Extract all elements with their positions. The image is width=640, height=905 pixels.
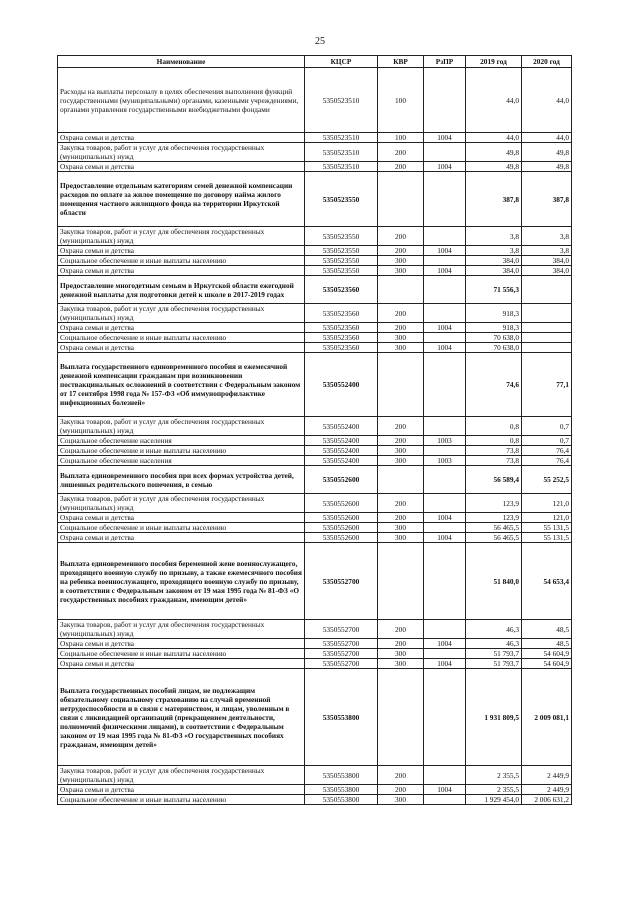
row-value-2019: 49,8 [466,143,522,162]
row-kvr: 300 [378,266,424,276]
row-kcsr: 5350552400 [305,417,378,436]
row-kvr [378,466,424,494]
row-kvr: 200 [378,620,424,639]
row-value-2019: 73,8 [466,446,522,456]
row-rzpr: 1004 [424,323,466,333]
row-name: Охрана семьи и детства [58,513,305,523]
row-kcsr: 5350553800 [305,795,378,805]
header-kcsr: КЦСР [305,56,378,68]
row-value-2019: 918,3 [466,323,522,333]
budget-table [57,55,572,805]
row-value-2020: 387,8 [522,172,572,227]
row-kcsr: 5350553800 [305,766,378,785]
table-row [58,143,572,162]
row-value-2020 [522,343,572,353]
row-value-2020: 121,0 [522,494,572,513]
table-row [58,456,572,466]
row-kvr: 200 [378,639,424,649]
table-row [58,68,572,133]
table-row [58,304,572,323]
table-row [58,323,572,333]
row-value-2020: 3,8 [522,227,572,246]
row-rzpr [424,494,466,513]
row-kcsr: 5350552700 [305,639,378,649]
row-value-2020: 49,8 [522,162,572,172]
row-name: Социальное обеспечение и иные выплаты населению [58,256,305,266]
row-kcsr: 5350523510 [305,143,378,162]
row-rzpr: 1004 [424,785,466,795]
row-rzpr [424,143,466,162]
row-value-2020: 77,1 [522,353,572,417]
row-value-2020: 121,0 [522,513,572,523]
row-rzpr [424,669,466,766]
row-kcsr: 5350523510 [305,133,378,143]
row-rzpr [424,276,466,304]
row-kvr: 300 [378,256,424,266]
row-name: Охрана семьи и детства [58,533,305,543]
row-rzpr [424,256,466,266]
row-value-2020: 2 006 631,2 [522,795,572,805]
row-rzpr: 1003 [424,456,466,466]
row-value-2020: 76,4 [522,456,572,466]
header-2019: 2019 год [466,56,522,68]
row-kvr: 200 [378,304,424,323]
row-value-2020: 384,0 [522,256,572,266]
row-kvr: 300 [378,649,424,659]
row-kvr: 200 [378,143,424,162]
row-value-2020: 55 131,5 [522,523,572,533]
table-row [58,795,572,805]
table-row [58,256,572,266]
row-value-2019: 46,3 [466,639,522,649]
row-rzpr [424,620,466,639]
row-kcsr: 5350523560 [305,304,378,323]
row-kvr [378,172,424,227]
row-name: Закупка товаров, работ и услуг для обеспечения государственных (муниципальных) нужд [58,417,305,436]
row-kcsr: 5350523550 [305,227,378,246]
row-kcsr: 5350523550 [305,256,378,266]
row-value-2020: 49,8 [522,143,572,162]
row-name: Социальное обеспечение и иные выплаты населению [58,446,305,456]
row-value-2019: 1 931 809,5 [466,669,522,766]
table-row [58,333,572,343]
row-name: Закупка товаров, работ и услуг для обеспечения государственных (муниципальных) нужд [58,766,305,785]
row-name: Социальное обеспечение и иные выплаты населению [58,523,305,533]
row-rzpr [424,523,466,533]
table-row [58,543,572,620]
row-kcsr: 5350552700 [305,649,378,659]
table-row [58,659,572,669]
row-name: Охрана семьи и детства [58,246,305,256]
row-kcsr: 5350552700 [305,543,378,620]
row-value-2019: 56 589,4 [466,466,522,494]
row-kvr: 300 [378,533,424,543]
row-kvr: 200 [378,417,424,436]
row-kcsr: 5350552700 [305,659,378,669]
row-value-2019: 71 556,3 [466,276,522,304]
row-name: Выплата единовременного пособия при всех формах устройства детей, лишенных родительского попечения, в семью [58,466,305,494]
row-value-2019: 3,8 [466,227,522,246]
table-row [58,523,572,533]
row-rzpr [424,649,466,659]
row-name: Охрана семьи и детства [58,343,305,353]
row-value-2019: 44,0 [466,68,522,133]
table-row [58,162,572,172]
row-kcsr: 5350523510 [305,162,378,172]
row-kcsr: 5350552600 [305,523,378,533]
row-value-2020 [522,323,572,333]
row-value-2019: 46,3 [466,620,522,639]
row-value-2019: 70 638,0 [466,343,522,353]
row-rzpr: 1004 [424,639,466,649]
row-kcsr: 5350523560 [305,343,378,353]
row-name: Социальное обеспечение населения [58,456,305,466]
row-kvr: 200 [378,785,424,795]
row-value-2019: 2 355,5 [466,785,522,795]
row-value-2020: 44,0 [522,133,572,143]
table-row [58,466,572,494]
row-rzpr [424,68,466,133]
row-kvr [378,669,424,766]
row-value-2019: 2 355,5 [466,766,522,785]
row-value-2019: 44,0 [466,133,522,143]
row-value-2020: 48,5 [522,620,572,639]
table-row [58,172,572,227]
row-value-2019: 123,9 [466,513,522,523]
row-name: Закупка товаров, работ и услуг для обеспечения государственных (муниципальных) нужд [58,143,305,162]
table-row [58,266,572,276]
row-value-2019: 49,8 [466,162,522,172]
row-name: Охрана семьи и детства [58,785,305,795]
row-kcsr: 5350553800 [305,669,378,766]
header-name: Наименование [58,56,305,68]
table-row [58,446,572,456]
table-body [58,68,572,805]
row-name: Расходы на выплаты персоналу в целях обеспечения выполнения функций государственными (муниципальными) органами, казенными учреждениями, органами управления государственными внебюджетными фондами [58,68,305,133]
row-value-2020: 76,4 [522,446,572,456]
row-kcsr: 5350553800 [305,785,378,795]
row-value-2019: 0,8 [466,417,522,436]
row-value-2020: 44,0 [522,68,572,133]
row-rzpr [424,795,466,805]
table-row [58,353,572,417]
row-name: Охрана семьи и детства [58,639,305,649]
row-value-2019: 51 840,0 [466,543,522,620]
row-kvr: 300 [378,795,424,805]
row-name: Охрана семьи и детства [58,323,305,333]
row-value-2019: 0,8 [466,436,522,446]
row-kcsr: 5350523560 [305,333,378,343]
row-value-2020: 2 449,9 [522,785,572,795]
row-value-2019: 384,0 [466,256,522,266]
row-rzpr [424,227,466,246]
table-row [58,246,572,256]
row-value-2019: 70 638,0 [466,333,522,343]
table-row [58,639,572,649]
row-value-2020 [522,333,572,343]
row-name: Охрана семьи и детства [58,659,305,669]
row-name: Социальное обеспечение и иные выплаты населению [58,795,305,805]
row-name: Выплата государственного единовременного пособия и ежемесячной денежной компенсации гражданам при возникновении поствакцинальных осложнений в соответствии с Федеральным законом от 17 сентября 1998 года № 157-ФЗ «Об иммунопрофилактике инфекционных болезней» [58,353,305,417]
row-kvr: 300 [378,456,424,466]
row-rzpr: 1004 [424,162,466,172]
row-kvr [378,276,424,304]
row-name: Выплата единовременного пособия беременной жене военнослужащего, проходящего военную службу по призыву, а также ежемесячного пособия на ребенка военнослужащего, проходящего военную службу по призыву, в соответствии с Федеральным законом от 19 мая 1995 года № 81-ФЗ «О государственных пособиях гражданам, имеющим детей» [58,543,305,620]
row-kcsr: 5350552600 [305,466,378,494]
row-value-2019: 56 465,5 [466,523,522,533]
row-value-2019: 56 465,5 [466,533,522,543]
header-kvr: КВР [378,56,424,68]
row-rzpr [424,172,466,227]
row-value-2020: 384,0 [522,266,572,276]
row-name: Предоставление отдельным категориям семей денежной компенсации расходов по оплате за жилое помещение по договору найма жилого помещения частного жилищного фонда на территории Иркутской области [58,172,305,227]
row-kvr: 300 [378,523,424,533]
row-value-2019: 387,8 [466,172,522,227]
row-rzpr [424,417,466,436]
row-name: Закупка товаров, работ и услуг для обеспечения государственных (муниципальных) нужд [58,620,305,639]
row-rzpr: 1003 [424,436,466,446]
row-kvr: 300 [378,343,424,353]
row-rzpr: 1004 [424,246,466,256]
table-row [58,343,572,353]
row-kvr: 200 [378,766,424,785]
row-value-2019: 123,9 [466,494,522,513]
row-kvr: 200 [378,246,424,256]
row-kvr: 300 [378,333,424,343]
row-kcsr: 5350552400 [305,456,378,466]
row-value-2019: 918,3 [466,304,522,323]
row-value-2020 [522,304,572,323]
table-header-row [58,56,572,68]
header-2020: 2020 год [522,56,572,68]
row-kvr [378,543,424,620]
row-kcsr: 5350523550 [305,246,378,256]
table-row [58,494,572,513]
row-name: Закупка товаров, работ и услуг для обеспечения государственных (муниципальных) нужд [58,304,305,323]
row-name: Охрана семьи и детства [58,133,305,143]
row-kvr: 200 [378,436,424,446]
row-value-2019: 51 793,7 [466,659,522,669]
row-kcsr: 5350552400 [305,446,378,456]
table-row [58,649,572,659]
row-kvr: 200 [378,494,424,513]
row-value-2019: 73,8 [466,456,522,466]
row-value-2020 [522,276,572,304]
row-name: Охрана семьи и детства [58,266,305,276]
row-value-2020: 0,7 [522,436,572,446]
row-name: Социальное обеспечение населения [58,436,305,446]
row-value-2020: 54 604,9 [522,649,572,659]
row-kvr: 200 [378,323,424,333]
row-value-2020: 3,8 [522,246,572,256]
row-rzpr: 1004 [424,659,466,669]
row-rzpr: 1004 [424,533,466,543]
row-value-2020: 55 252,5 [522,466,572,494]
table-row [58,276,572,304]
row-rzpr: 1004 [424,513,466,523]
row-value-2019: 51 793,7 [466,649,522,659]
table-row [58,766,572,785]
table-row [58,436,572,446]
row-value-2020: 0,7 [522,417,572,436]
table-row [58,227,572,246]
row-kvr: 300 [378,446,424,456]
row-rzpr [424,766,466,785]
row-kcsr: 5350523550 [305,266,378,276]
row-kvr: 300 [378,659,424,669]
table-row [58,669,572,766]
row-kvr: 200 [378,162,424,172]
row-rzpr: 1004 [424,266,466,276]
row-rzpr: 1004 [424,133,466,143]
row-kcsr: 5350552600 [305,513,378,523]
row-value-2019: 3,8 [466,246,522,256]
row-name: Предоставление многодетным семьям в Иркутской области ежегодной денежной выплаты для подготовки детей к школе в 2017-2019 годах [58,276,305,304]
row-kcsr: 5350523550 [305,172,378,227]
row-value-2019: 74,6 [466,353,522,417]
table-row [58,513,572,523]
row-name: Социальное обеспечение и иные выплаты населению [58,649,305,659]
table-row [58,417,572,436]
row-kcsr: 5350552700 [305,620,378,639]
row-kcsr: 5350523510 [305,68,378,133]
row-name: Выплата государственных пособий лицам, не подлежащим обязательному социальному страхованию на случай временной нетрудоспособности и в связи с материнством, и лицам, уволенным в связи с ликвидацией организаций (прекращением деятельности, полномочий физическими лицами), в соответствии с Федеральным законом от 19 мая 1995 года № 81-ФЗ «О государственных пособиях гражданам, имеющим детей» [58,669,305,766]
row-value-2020: 54 604,9 [522,659,572,669]
row-value-2019: 1 929 454,0 [466,795,522,805]
row-rzpr [424,466,466,494]
row-name: Охрана семьи и детства [58,162,305,172]
row-kcsr: 5350552600 [305,494,378,513]
row-name: Социальное обеспечение и иные выплаты населению [58,333,305,343]
row-name: Закупка товаров, работ и услуг для обеспечения государственных (муниципальных) нужд [58,494,305,513]
row-kvr [378,353,424,417]
row-rzpr [424,353,466,417]
row-kcsr: 5350552400 [305,353,378,417]
page-number: 25 [315,36,325,47]
row-kcsr: 5350552600 [305,533,378,543]
row-kvr: 200 [378,513,424,523]
row-kvr: 100 [378,133,424,143]
header-rzpr: РзПР [424,56,466,68]
row-kvr: 100 [378,68,424,133]
row-value-2020: 48,5 [522,639,572,649]
row-kcsr: 5350552400 [305,436,378,446]
table-row [58,133,572,143]
row-value-2020: 2 009 081,1 [522,669,572,766]
row-value-2020: 54 653,4 [522,543,572,620]
row-rzpr [424,304,466,323]
row-kcsr: 5350523560 [305,276,378,304]
row-rzpr [424,333,466,343]
table-row [58,620,572,639]
table-row [58,533,572,543]
row-value-2020: 55 131,5 [522,533,572,543]
table-row [58,785,572,795]
row-rzpr [424,543,466,620]
row-kcsr: 5350523560 [305,323,378,333]
row-kvr: 200 [378,227,424,246]
row-name: Закупка товаров, работ и услуг для обеспечения государственных (муниципальных) нужд [58,227,305,246]
row-value-2019: 384,0 [466,266,522,276]
row-rzpr: 1004 [424,343,466,353]
row-value-2020: 2 449,9 [522,766,572,785]
row-rzpr [424,446,466,456]
